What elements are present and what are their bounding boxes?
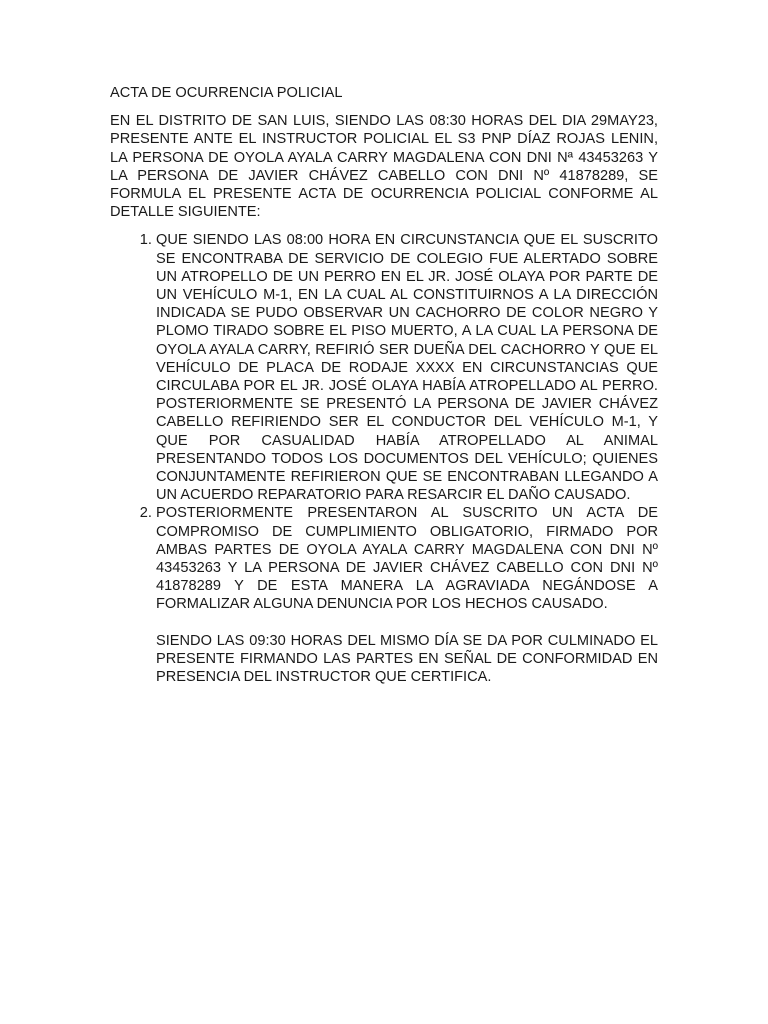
detail-item-1: 1. QUE SIENDO LAS 08:00 HORA EN CIRCUNSTANCIA QUE EL SUSCRITO SE ENCONTRABA DE SERVICIO DE COLEGIO FUE ALERTADO SOBRE UN ATROPELLO DE UN PERRO EN EL JR. JOSÉ OLAYA POR PARTE DE UN VEHÍCULO M-1, EN LA CUAL AL CONSTITUIRNOS A LA DIRECCIÓN INDICADA SE PUDO OBSERVAR UN CACHORRO DE COLOR NEGRO Y PLOMO TIRADO SOBRE EL PISO MUERTO, A LA CUAL LA PERSONA DE OYOLA AYALA CARRY, REFIRIÓ SER DUEÑA DEL CACHORRO Y QUE EL VEHÍCULO DE PLACA DE RODAJE XXXX EN CIRCUNSTANCIAS QUE CIRCULABA POR EL JR. JOSÉ OLAYA HABÍA ATROPELLADO AL PERRO. POSTERIORMENTE SE PRESENTÓ LA PERSONA DE JAVIER CHÁVEZ CABELLO REFIRIENDO SER EL CONDUCTOR DEL VEHÍCULO M-1, Y QUE POR CASUALIDAD HABÍA ATROPELLADO AL ANIMAL PRESENTANDO TODOS LOS DOCUMENTOS DEL VEHÍCULO; QUIENES CONJUNTAMENTE REFIRIERON QUE SE ENCONTRABAN LLEGANDO A UN ACUERDO REPARATORIO PARA RESARCIR EL DAÑO CAUSADO. — [156, 231, 658, 504]
closing-paragraph: SIENDO LAS 09:30 HORAS DEL MISMO DÍA SE DA POR CULMINADO EL PRESENTE FIRMANDO LAS PARTES EN SEÑAL DE CONFORMIDAD EN PRESENCIA DEL INSTRUCTOR QUE CERTIFICA. — [156, 632, 658, 686]
detail-item-2: 2. POSTERIORMENTE PRESENTARON AL SUSCRITO UN ACTA DE COMPROMISO DE CUMPLIMIENTO OBLIGATORIO, FIRMADO POR AMBAS PARTES DE OYOLA AYALA CARRY MAGDALENA CON DNI Nº 43453263 Y LA PERSONA DE JAVIER CHÁVEZ CABELLO CON DNI Nº 41878289 Y DE ESTA MANERA LA AGRAVIADA NEGÁNDOSE A FORMALIZAR ALGUNA DENUNCIA POR LOS HECHOS CAUSADO. — [156, 504, 658, 613]
document-title: ACTA DE OCURRENCIA POLICIAL — [110, 85, 343, 101]
document-body — [110, 84, 658, 686]
intro-paragraph: EN EL DISTRITO DE SAN LUIS, SIENDO LAS 08:30 HORAS DEL DIA 29MAY23, PRESENTE ANTE EL INSTRUCTOR POLICIAL EL S3 PNP DÍAZ ROJAS LENIN, LA PERSONA DE OYOLA AYALA CARRY MAGDALENA CON DNI Nª 43453263 Y LA PERSONA DE JAVIER CHÁVEZ CABELLO CON DNI Nº 41878289, SE FORMULA EL PRESENTE ACTA DE OCURRENCIA POLICIAL CONFORME AL DETALLE SIGUIENTE: — [110, 113, 658, 221]
detail-list — [110, 231, 658, 613]
